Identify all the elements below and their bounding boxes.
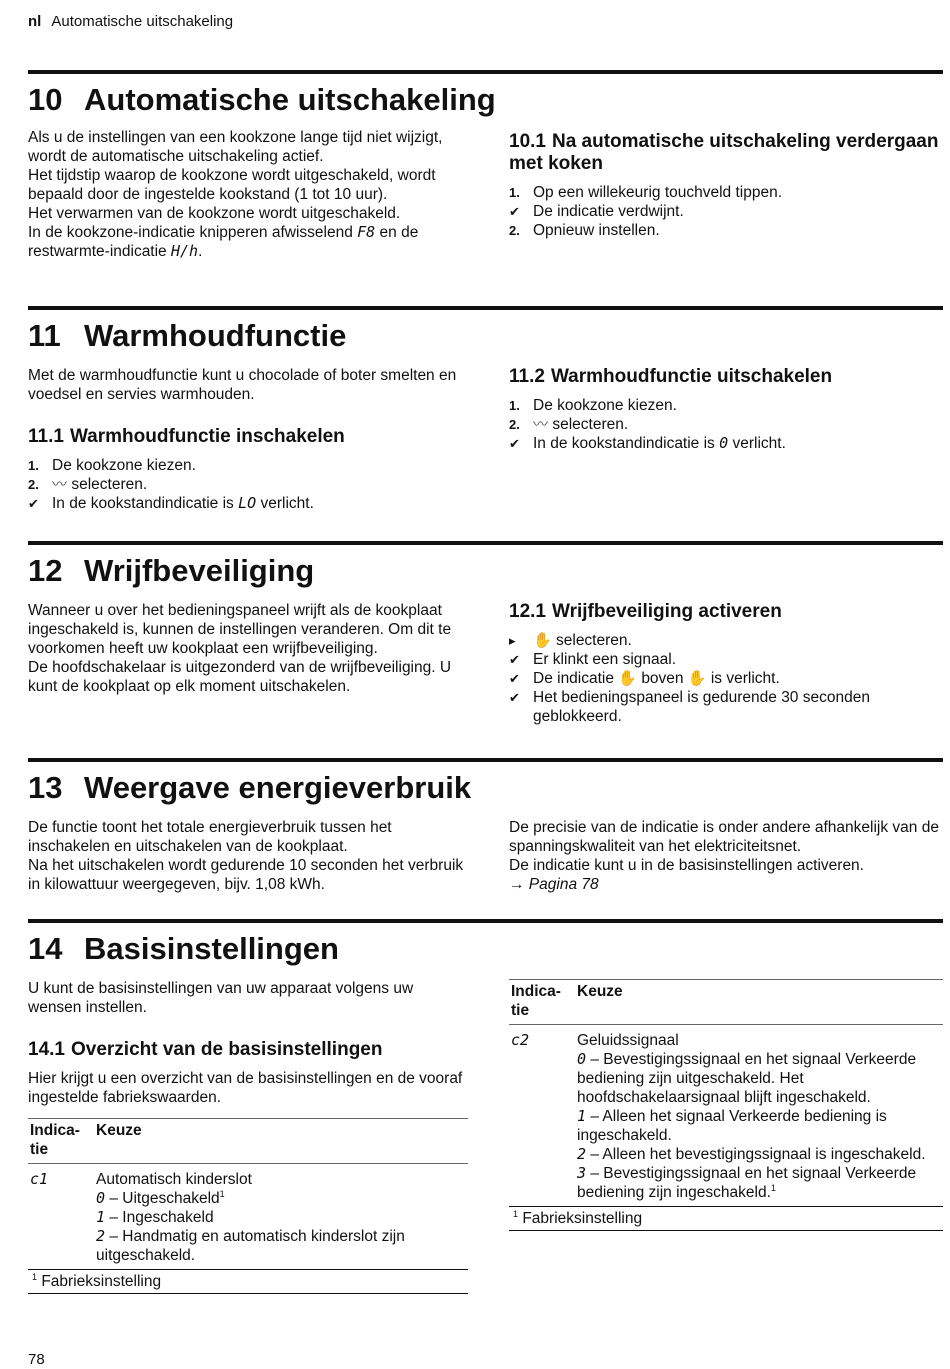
table-footnote: $^1$ Fabrieksinstelling <box>509 1207 943 1231</box>
section-10 <box>28 70 943 294</box>
settings-table-c2 <box>509 979 943 1207</box>
list-item: ✔ De indicatie verdwijnt. <box>509 203 684 220</box>
hand-icon: ✋ <box>618 669 637 687</box>
section-10-text: Als u de instellingen van een kookzone lange tijd niet wijzigt, wordt de automatische uitschakeling actief. Het tijdstip waarop de kookzone wordt uitgeschakeld, wordt bepaald door de ingestelde kookstand (1 tot 10 uur). Het verwarmen van de kookzone wordt uitgeschakeld. In de kookzone-indicatie knipperen afwisselend F8 en de restwarmte-indicatie H/h. <box>28 129 443 260</box>
subsection-heading: 12.1 Wrijfbeveiliging activeren <box>509 601 782 622</box>
running-header <box>28 12 233 31</box>
section-13: 13 Weergave energieverbruik De functie toont het totale energieverbruik tussen het inschakelen en uitschakelen van de kookplaat. Na het uitschakelen wordt gedurende 10 seconden het verbruik in kilowattuur weergegeven, bijv. 1,08 kWh. De precisie van de indicatie is onder andere afhankelijk van de spanningskwaliteit van het elektriciteitsnet. De indicatie kunt u in de basisinstellingen activeren. → Pagina 78 <box>28 758 943 912</box>
section-11: 11 Warmhoudfunctie Met de warmhoudfunctie kunt u chocolade of boter smelten en voedsel en servies warmhouden. 11.1 Warmhoudfunctie inschakelen 1. De kookzone kiezen. 2. 〰 selecteren. ✔ In de kookstandindicatie is LO verlicht. 11.2 Warmhoudfunctie uitschakelen 1. De kookzone kiezen. 2. 〰 selecteren. ✔ In de kookstandindicatie is 0 verlicht. <box>28 306 943 530</box>
list-item: ✔ De indicatie ✋ boven ✋ is verlicht. <box>509 669 780 687</box>
list-item: ✔ Het bedieningspaneel is gedurende 30 seconden geblokkeerd. <box>509 689 870 725</box>
list-item: 2. 〰 selecteren. <box>28 475 148 493</box>
subsection-heading: 10.1 Na automatische uitschakeling verdergaan met koken <box>509 131 939 174</box>
column-header: Keuze <box>575 980 943 1025</box>
list-item: 2. 〰 selecteren. <box>509 415 629 433</box>
column-header: Indica- tie <box>509 980 575 1025</box>
display-symbol: 0 <box>719 434 729 452</box>
display-symbol: H/h <box>171 242 199 260</box>
section-heading: 10 Automatische uitschakeling <box>28 82 496 117</box>
list-item: ✔ In de kookstandindicatie is LO verlicht. <box>28 494 314 512</box>
subsection-heading: 11.1 Warmhoudfunctie inschakelen <box>28 426 345 447</box>
step-list <box>509 631 943 726</box>
list-item: 2. Opnieuw instellen. <box>509 222 660 239</box>
warm-hold-icon: 〰 <box>52 475 68 493</box>
subsection-10-1 <box>509 131 943 240</box>
list-item: ✔ In de kookstandindicatie is 0 verlicht. <box>509 434 786 452</box>
display-code: c1 <box>30 1170 49 1188</box>
step-list <box>509 183 943 240</box>
section-heading: 12 Wrijfbeveiliging <box>28 553 315 588</box>
section-heading: 14 Basisinstellingen <box>28 931 339 966</box>
list-item: 1. Op een willekeurig touchveld tippen. <box>509 184 783 201</box>
warm-hold-icon: 〰 <box>533 415 549 433</box>
list-item: ▸ ✋ selecteren. <box>509 631 632 649</box>
section-14: 14 Basisinstellingen U kunt de basisinstellingen van uw apparaat volgens uw wensen instellen. 14.1 Overzicht van de basisinstellingen Hier krijgt u een overzicht van de basisinstellingen en de vooraf ingestelde fabriekswaarden. Indica- tie Keuze c1 Automatisch kinderslot 0 – Uitgeschakeld$^1$ 1 – Ingeschakeld 2 – Handmatig en automatisch kinderslot zijn uitgeschakeld. $^1$ Fabrieksinstelling Indica- tie Keuze c2 Geluidssignaal 0 – Bevestigingssignaal en het signaal Verkeerde bediening zijn uitgeschakeld. Het hoofdschakelaarsignaal blijft ingeschakeld. 1 – Alleen het signaal Verkeerde bediening is ingeschakeld. 2 – Alleen het bevestigingssignaal is ingeschakeld. 3 – Bevestigingssignaal en het signaal Verkeerde bediening zijn ingeschakeld.$^1$ $^1$ Fabrieksinstelling <box>28 919 943 1323</box>
subsection-heading: 11.2 Warmhoudfunctie uitschakelen <box>509 366 833 387</box>
settings-table-c1 <box>28 1118 468 1270</box>
language-code: nl <box>28 13 42 30</box>
list-item: ✔ Er klinkt een signaal. <box>509 651 677 668</box>
page-number: 78 <box>28 1351 45 1368</box>
column-header: Keuze <box>94 1119 468 1164</box>
subsection-heading: 14.1 Overzicht van de basisinstellingen <box>28 1039 383 1060</box>
table-row: c2 Geluidssignaal 0 – Bevestigingssignaal en het signaal Verkeerde bediening zijn uitgeschakeld. Het hoofdschakelaarsignaal blijft ingeschakeld. 1 – Alleen het signaal Verkeerde bediening is ingeschakeld. 2 – Alleen het bevestigingssignaal is ingeschakeld. 3 – Bevestigingssignaal en het signaal Verkeerde bediening zijn ingeschakeld.$^1$ <box>509 1025 943 1207</box>
page-reference-link[interactable]: → Pagina 78 <box>509 876 599 893</box>
step-list <box>28 456 468 513</box>
list-item: 1. De kookzone kiezen. <box>28 457 196 474</box>
running-title: Automatische uitschakeling <box>51 13 234 30</box>
table-footnote: $^1$ Fabrieksinstelling <box>28 1270 468 1294</box>
display-code: c2 <box>511 1031 530 1049</box>
display-symbol: LO <box>238 494 257 512</box>
table-row: c1 Automatisch kinderslot 0 – Uitgeschakeld$^1$ 1 – Ingeschakeld 2 – Handmatig en automatisch kinderslot zijn uitgeschakeld. <box>28 1164 468 1270</box>
step-list <box>509 396 943 453</box>
section-heading: 13 Weergave energieverbruik <box>28 770 472 805</box>
hand-lock-icon: ✋ <box>687 669 707 687</box>
column-header: Indica- tie <box>28 1119 94 1164</box>
display-symbol: F8 <box>357 223 376 241</box>
hand-lock-icon: ✋ <box>533 631 552 649</box>
list-item: 1. De kookzone kiezen. <box>509 397 677 414</box>
section-heading: 11 Warmhoudfunctie <box>28 318 347 353</box>
section-12: 12 Wrijfbeveiliging Wanneer u over het bedieningspaneel wrijft als de kookplaat ingeschakeld is, kunnen de instellingen veranderen. Om dit te voorkomen heeft uw kookplaat een wrijfbeveiliging. De hoofdschakelaar is uitgezonderd van de wrijfbeveiliging. U kunt de kookplaat op elk moment uitschakelen. 12.1 Wrijfbeveiliging activeren ▸ ✋ selecteren. ✔ Er klinkt een signaal. ✔ De indicatie ✋ boven ✋ is verlicht. ✔ Het bedieningspaneel is gedurende 30 seconden geblokkeerd. <box>28 541 943 755</box>
